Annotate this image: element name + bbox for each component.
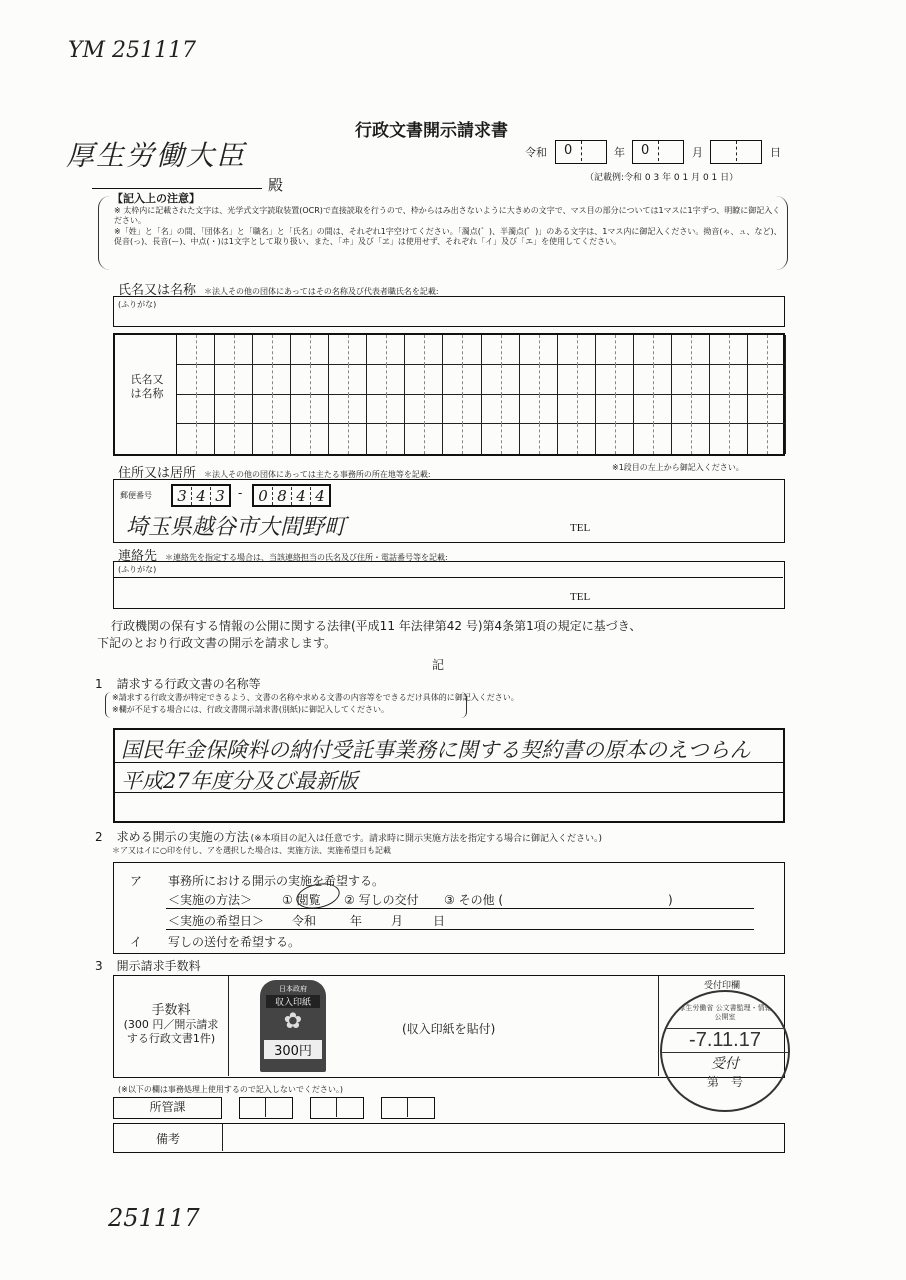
year-field[interactable]: 0 <box>555 140 607 164</box>
name-furigana-label: (ふりがな) <box>118 300 157 309</box>
office-use-note: (※以下の欄は事務処理上使用するので記入しないでください。) <box>118 1085 343 1094</box>
name-grid-cell[interactable] <box>558 365 596 395</box>
name-grid-cell[interactable] <box>634 424 672 454</box>
note-1: ※ 太枠内に記載された文字は、光学式文字読取装置(OCR)で直接読取を行うので、枠からはみ出さないように大きめの文字で、マス目の部分については1マスに1字ずつ、明瞭に御記入ください。 <box>114 206 781 225</box>
notes-title: 【記入上の注意】 <box>112 192 200 205</box>
name-grid-cell[interactable] <box>596 335 634 365</box>
method-option-copy[interactable]: ② 写しの交付 <box>344 893 419 907</box>
name-grid-cell[interactable] <box>405 395 443 425</box>
date-label: ＜実施の希望日＞ <box>168 914 265 928</box>
section-2-title: 求める開示の実施の方法 <box>116 830 249 844</box>
name-grid-cell[interactable] <box>520 365 558 395</box>
name-grid-cell[interactable] <box>748 395 786 425</box>
name-grid-cell[interactable] <box>215 335 253 365</box>
name-grid-cell[interactable] <box>367 424 405 454</box>
desired-date-year: 年 <box>350 914 363 928</box>
date-example: （記載例:令和 0 3 年 0 1 月 0 1 日） <box>585 173 739 183</box>
option-a-text: 事務所における開示の実施を希望する。 <box>168 874 385 888</box>
name-grid-cell[interactable] <box>558 395 596 425</box>
name-grid-cell[interactable] <box>291 365 329 395</box>
postal-separator: - <box>238 486 243 500</box>
document-name-line-1: 国民年金保険料の納付受託事業務に関する契約書の原本のえつらん <box>121 738 751 762</box>
name-grid-cell[interactable] <box>177 395 215 425</box>
section-1-title: 請求する行政文書の名称等 <box>116 677 261 691</box>
dept-code-box-3 <box>381 1097 435 1119</box>
name-grid-cell[interactable] <box>520 335 558 365</box>
address-tel-label: TEL <box>570 522 591 534</box>
name-grid-cell[interactable] <box>329 395 367 425</box>
name-grid-cell[interactable] <box>710 395 748 425</box>
name-grid-cell[interactable] <box>329 335 367 365</box>
receipt-stamp-label: 受付印欄 <box>704 981 741 991</box>
section-1-number: 1 <box>95 677 103 691</box>
name-grid-cell[interactable] <box>215 424 253 454</box>
name-grid-cell[interactable] <box>215 365 253 395</box>
name-grid-cell[interactable] <box>253 395 291 425</box>
honorific: 殿 <box>268 176 284 194</box>
section-3-number: 3 <box>95 959 103 973</box>
day-unit: 日 <box>770 146 781 159</box>
department-label: 所管課 <box>113 1097 222 1119</box>
contact-label: 連絡先 <box>118 549 158 564</box>
name-grid-cell[interactable] <box>596 424 634 454</box>
section-1-note-2: ※欄が不足する場合には、行政文書開示請求書(別紙)に御記入してください。 <box>112 705 389 714</box>
name-grid-cell[interactable] <box>405 365 443 395</box>
section-1-heading <box>95 675 261 692</box>
address-label: 住所又は居所 <box>118 466 197 481</box>
name-grid-cell[interactable] <box>443 395 481 425</box>
section-2-heading <box>95 828 602 845</box>
other-close-paren: ) <box>668 893 673 907</box>
section-3-title: 開示請求手数料 <box>116 959 201 973</box>
contact-note: ＊連絡先を指定する場合は、当該連絡担当の氏名及び住所・電話番号等を記載: <box>165 553 448 562</box>
name-grid-cell[interactable] <box>367 335 405 365</box>
revenue-stamp: 日本政府 収入印紙 ✿ 300円 <box>260 980 326 1072</box>
notes-block <box>112 192 784 247</box>
name-grid-cell[interactable] <box>367 365 405 395</box>
section-3-heading <box>95 957 201 974</box>
name-grid-cell[interactable] <box>520 424 558 454</box>
name-grid-cell[interactable] <box>482 335 520 365</box>
method-row <box>168 891 673 908</box>
option-i-text: 写しの送付を希望する。 <box>168 935 301 949</box>
name-grid-cell[interactable] <box>672 424 710 454</box>
contact-furigana-label: (ふりがな) <box>118 565 157 574</box>
name-grid-cell[interactable] <box>329 424 367 454</box>
section-2-note: ＊ア又はイに○印を付し、アを選択した場合は、実施方法、実施希望日も記載 <box>112 846 391 855</box>
name-grid-cell[interactable] <box>672 365 710 395</box>
name-grid-cell[interactable] <box>748 365 786 395</box>
name-grid-cell[interactable] <box>253 335 291 365</box>
address-note: ＊法人その他の団体にあっては主たる事務所の所在地等を記載: <box>204 470 431 479</box>
grid-note: ※1段目の左上から御記入ください。 <box>612 463 744 472</box>
desired-date-day: 日 <box>433 914 446 928</box>
name-grid-cell[interactable] <box>177 365 215 395</box>
statement-line-2: 下記のとおり行政文書の開示を請求します。 <box>97 636 337 650</box>
desired-date-month: 月 <box>391 914 404 928</box>
name-grid-cell[interactable] <box>596 395 634 425</box>
name-note: ＊法人その他の団体にあってはその名称及び代表者職氏名を記載: <box>204 287 439 296</box>
ki-heading: 記 <box>432 658 445 672</box>
name-grid-label: 氏名又は名称 <box>130 373 164 400</box>
reference-number-bottom: 251117 <box>108 1204 200 1232</box>
name-grid-cell[interactable] <box>215 395 253 425</box>
contact-field[interactable] <box>113 561 785 609</box>
name-grid[interactable] <box>113 333 785 456</box>
name-grid-cell[interactable] <box>710 335 748 365</box>
year-unit: 年 <box>614 146 625 159</box>
receipt-postmark: 厚生労働省 公文書監理・情報公開室 -7.11.17 受付 第 号 <box>660 990 790 1112</box>
name-grid-cell[interactable] <box>520 395 558 425</box>
dept-code-box-1 <box>239 1097 293 1119</box>
name-grid-cell[interactable] <box>253 365 291 395</box>
name-grid-cell[interactable] <box>634 395 672 425</box>
postal-label: 郵便番号 <box>120 491 152 500</box>
name-grid-cell[interactable] <box>177 335 215 365</box>
document-name-line-2: 平成27年度分及び最新版 <box>121 769 358 793</box>
section-2-title-note: (※本項目の記入は任意です。請求時に開示実施方法を指定する場合に御記入ください。) <box>250 834 603 844</box>
name-grid-cell[interactable] <box>367 395 405 425</box>
postal-code-2[interactable]: 0 8 4 4 <box>252 484 331 507</box>
statement-line-1: 行政機関の保有する情報の公開に関する法律(平成11 年法律第42 号)第4条第1項の規定に基づき、 <box>111 619 642 633</box>
name-grid-cell[interactable] <box>291 335 329 365</box>
name-grid-cell[interactable] <box>291 424 329 454</box>
name-grid-cell[interactable] <box>482 365 520 395</box>
option-i-mark[interactable]: イ <box>130 935 143 949</box>
remarks-box <box>113 1123 785 1153</box>
name-grid-cell[interactable] <box>443 365 481 395</box>
name-grid-cell[interactable] <box>748 335 786 365</box>
address-field[interactable] <box>113 479 785 543</box>
remarks-label: 備考 <box>155 1132 180 1146</box>
section-2-number: 2 <box>95 830 103 844</box>
name-grid-cell[interactable] <box>253 424 291 454</box>
reference-number-top: YM 251117 <box>68 38 197 63</box>
name-grid-cell[interactable] <box>748 424 786 454</box>
document-name-field[interactable] <box>113 728 785 823</box>
name-grid-cell[interactable] <box>558 335 596 365</box>
name-grid-cell[interactable] <box>482 395 520 425</box>
month-field[interactable]: 0 <box>632 140 684 164</box>
name-grid-cell[interactable] <box>596 365 634 395</box>
name-grid-cell[interactable] <box>329 365 367 395</box>
day-field[interactable] <box>710 140 762 164</box>
form-title: 行政文書開示請求書 <box>355 121 508 141</box>
option-a-mark[interactable]: ア <box>130 874 143 888</box>
name-furigana-field[interactable] <box>113 296 785 327</box>
name-grid-cell[interactable] <box>634 365 672 395</box>
name-grid-cell[interactable] <box>443 335 481 365</box>
postal-code-1[interactable]: 3 4 3 <box>171 484 231 507</box>
affix-stamp-text: (収入印紙を貼付) <box>402 1022 496 1036</box>
name-grid-cell[interactable] <box>405 424 443 454</box>
name-grid-cell[interactable] <box>710 424 748 454</box>
month-unit: 月 <box>692 146 703 159</box>
name-grid-cell[interactable] <box>558 424 596 454</box>
name-grid-cell[interactable] <box>405 335 443 365</box>
name-grid-cell[interactable] <box>710 365 748 395</box>
name-label: 氏名又は名称 <box>118 283 197 298</box>
disclosure-method-box <box>113 862 785 954</box>
contact-tel-label: TEL <box>570 591 591 603</box>
name-grid-cell[interactable] <box>672 335 710 365</box>
section-1-notes <box>112 692 519 716</box>
name-grid-cell[interactable] <box>482 424 520 454</box>
section-1-note-1: ※請求する行政文書が特定できるよう、文書の名称や求める文書の内容等をできるだけ具体的に御記入ください。 <box>112 693 519 702</box>
desired-date-row <box>168 912 445 929</box>
name-grid-cell[interactable] <box>443 424 481 454</box>
fee-label: 手数料 (300 円／開示請求 する行政文書1件) <box>123 1003 219 1045</box>
method-label: ＜実施の方法＞ <box>168 893 253 907</box>
address-value: 埼玉県越谷市大間野町 <box>126 515 347 540</box>
addressee: 厚生労働大臣 <box>66 139 247 172</box>
name-grid-cell[interactable] <box>177 424 215 454</box>
method-option-other[interactable]: ③ その他 ( <box>444 893 504 907</box>
name-grid-cell[interactable] <box>672 395 710 425</box>
note-2: ※「姓」と「名」の間、「団体名」と「職名」と「氏名」の間は、それぞれ1字空けてください。「濁点(゛)、半濁点(゜)」のある文字は、1マス内に御記入ください。拗音(ゃ、ュ、など)、促音(っ)、長音(ー)、中点(・)は1文字として取り扱い、また、「ヰ」及び「ヱ」は使用せず、それぞれ「イ」及び「エ」を使用してください。 <box>114 227 782 246</box>
method-option-view[interactable]: ① 閲覧 <box>282 891 344 908</box>
name-grid-cell[interactable] <box>291 395 329 425</box>
desired-date-era: 令和 <box>292 914 317 928</box>
dept-code-box-2 <box>310 1097 364 1119</box>
name-grid-cell[interactable] <box>634 335 672 365</box>
date-era: 令和 <box>525 146 547 159</box>
